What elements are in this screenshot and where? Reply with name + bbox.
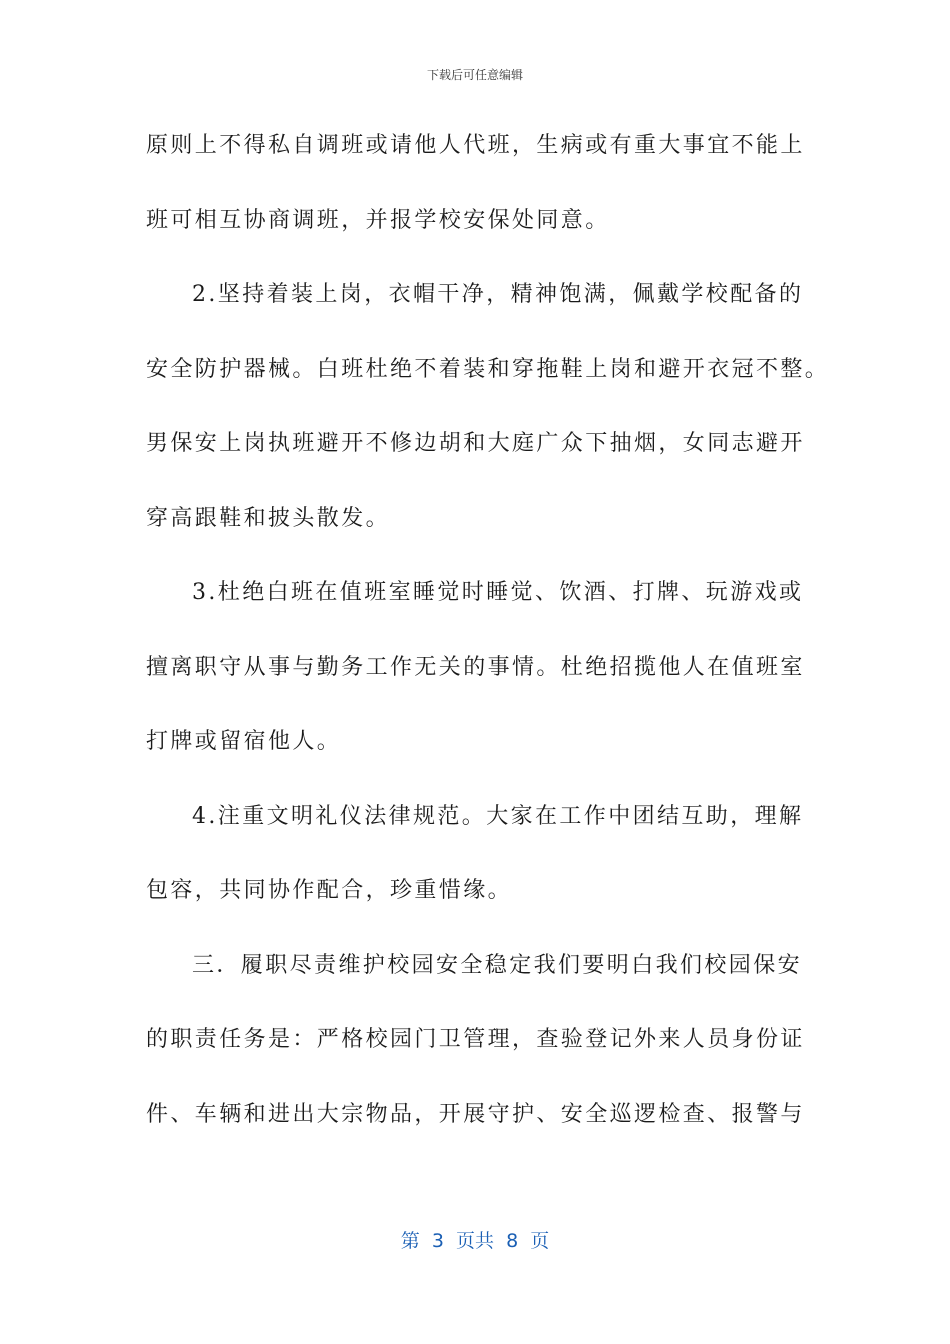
document-body: [146, 125, 830, 1168]
text-line: 打牌或留宿他人。: [146, 729, 342, 754]
header-note: 下载后可任意编辑: [426, 68, 523, 82]
text-line: 3.杜绝白班在值班室睡觉时睡觉、饮酒、打牌、玩游戏或: [192, 580, 804, 605]
text-line: 男保安上岗执班避开不修边胡和大庭广众下抽烟，女同志避开: [146, 431, 805, 456]
text-line: 班可相互协商调班，并报学校安保处同意。: [146, 207, 610, 233]
page-number-footer: 第 3 页共 8 页: [400, 1230, 550, 1252]
text-line: 4.注重文明礼仪法律规范。大家在工作中团结互助，理解: [192, 803, 804, 829]
text-line: 三．履职尽责维护校园安全稳定我们要明白我们校园保安: [192, 952, 803, 978]
text-line: 安全防护器械。白班杜绝不着装和穿拖鞋上岗和避开衣冠不整。: [146, 356, 830, 382]
text-line: 包容，共同协作配合，珍重惜缘。: [146, 878, 513, 903]
text-line: 原则上不得私自调班或请他人代班，生病或有重大事宜不能上: [146, 133, 805, 158]
text-line: 2.坚持着装上岗，衣帽干净，精神饱满，佩戴学校配备的: [192, 282, 804, 307]
text-line: 的职责任务是：严格校园门卫管理，查验登记外来人员身份证: [146, 1027, 805, 1052]
text-line: 擅离职守从事与勤务工作无关的事情。杜绝招揽他人在值班室: [146, 654, 805, 680]
text-line: 件、车辆和进出大宗物品，开展守护、安全巡逻检查、报警与: [146, 1101, 805, 1127]
text-line: 穿高跟鞋和披头散发。: [146, 505, 391, 531]
